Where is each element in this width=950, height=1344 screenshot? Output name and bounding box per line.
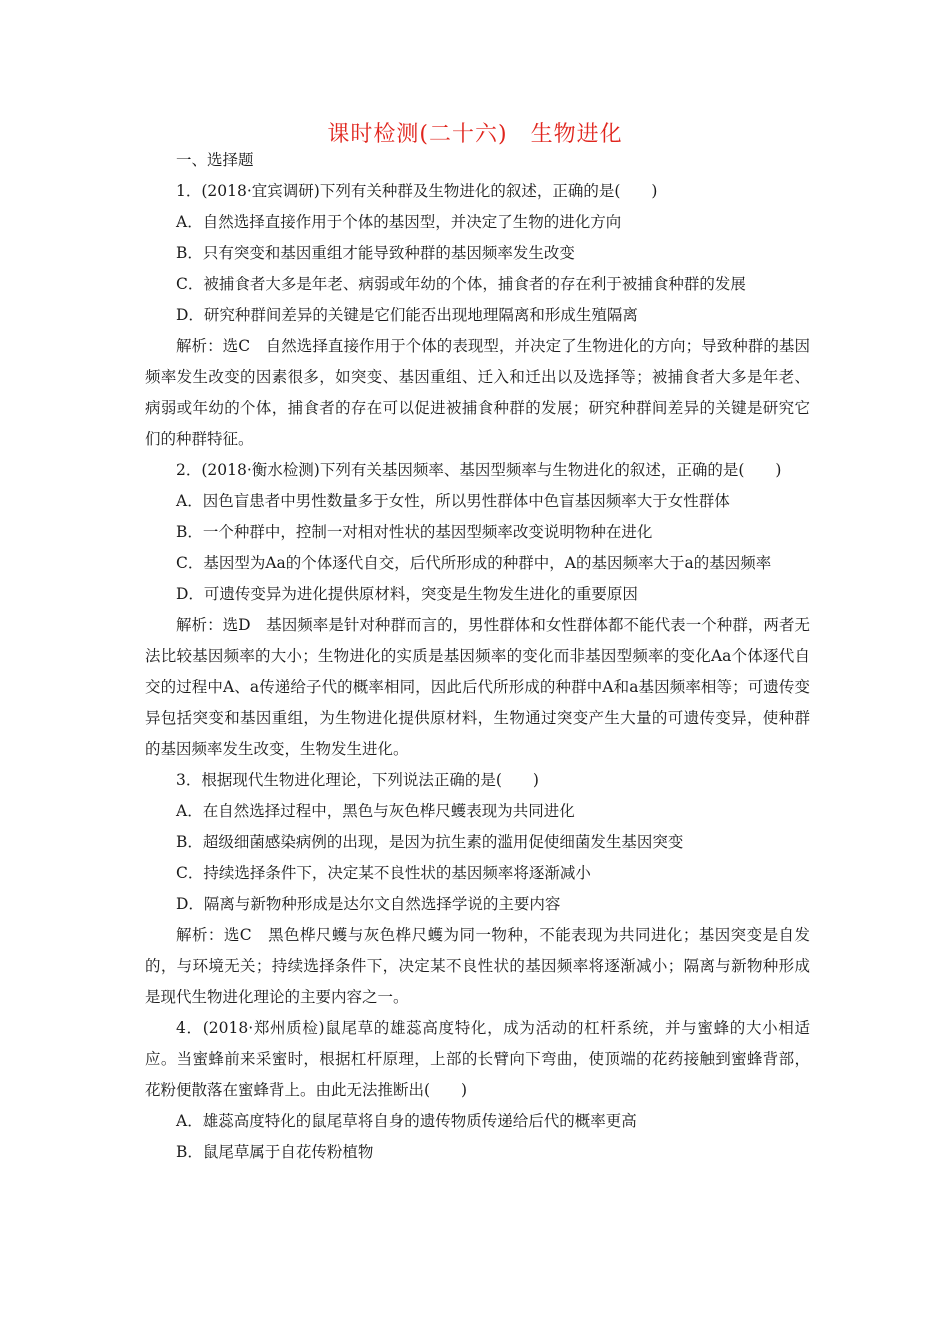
question-stem: 1．(2018·宜宾调研)下列有关种群及生物进化的叙述，正确的是( ) — [176, 182, 658, 200]
question-stem: 4．(2018·郑州质检)鼠尾草的雄蕊高度特化，成为活动的杠杆系统，并与蜜蜂的大小相适应。当蜜蜂前来采蜜时，根据杠杆原理，上部的长臂向下弯曲，使顶端的花药接触到蜜蜂背部，花粉便散落在蜜蜂背上。由此无法推断出( ) — [145, 1019, 810, 1099]
option-d: D．隔离与新物种形成是达尔文自然选择学说的主要内容 — [176, 895, 561, 913]
question-2 — [145, 455, 810, 765]
option-a: A．自然选择直接作用于个体的基因型，并决定了生物的进化方向 — [176, 213, 622, 231]
analysis: 解析：选D 基因频率是针对种群而言的，男性群体和女性群体都不能代表一个种群，两者无法比较基因频率的大小；生物进化的实质是基因频率的变化而非基因型频率的变化Aa个体逐代自交的过程中A、a传递给子代的概率相同，因此后代所形成的种群中A和a基因频率相等；可遗传变异包括突变和基因重组，为生物进化提供原材料，生物通过突变产生大量的可遗传变异，使种群的基因频率发生改变，生物发生进化。 — [145, 616, 810, 758]
option-a: A．因色盲患者中男性数量多于女性，所以男性群体中色盲基因频率大于女性群体 — [176, 492, 730, 510]
analysis: 解析：选C 自然选择直接作用于个体的表现型，并决定了生物进化的方向；导致种群的基因频率发生改变的因素很多，如突变、基因重组、迁入和迁出以及选择等；被捕食者大多是年老、病弱或年幼的个体，捕食者的存在可以促进被捕食种群的发展；研究种群间差异的关键是研究它们的种群特征。 — [145, 337, 810, 448]
document-body — [145, 145, 810, 1168]
option-a: A．在自然选择过程中，黑色与灰色桦尺蠖表现为共同进化 — [176, 802, 575, 820]
option-d: D．研究种群间差异的关键是它们能否出现地理隔离和形成生殖隔离 — [176, 306, 638, 324]
option-c: C．被捕食者大多是年老、病弱或年幼的个体，捕食者的存在利于被捕食种群的发展 — [176, 275, 746, 293]
question-4 — [145, 1013, 810, 1168]
question-1 — [145, 176, 810, 455]
option-c: C．持续选择条件下，决定某不良性状的基因频率将逐渐减小 — [176, 864, 591, 882]
option-b: B．超级细菌感染病例的出现，是因为抗生素的滥用促使细菌发生基因突变 — [176, 833, 684, 851]
option-a: A．雄蕊高度特化的鼠尾草将自身的遗传物质传递给后代的概率更高 — [176, 1112, 637, 1130]
question-3 — [145, 765, 810, 1013]
page-title: 课时检测(二十六) 生物进化 — [327, 122, 623, 147]
question-stem: 3．根据现代生物进化理论，下列说法正确的是( ) — [176, 771, 539, 789]
section-heading: 一、选择题 — [176, 151, 254, 169]
option-b: B．一个种群中，控制一对相对性状的基因型频率改变说明物种在进化 — [176, 523, 653, 541]
option-b: B．鼠尾草属于自花传粉植物 — [176, 1143, 374, 1161]
option-c: C．基因型为Aa的个体逐代自交，后代所形成的种群中，A的基因频率大于a的基因频率 — [176, 554, 772, 572]
option-b: B．只有突变和基因重组才能导致种群的基因频率发生改变 — [176, 244, 575, 262]
question-stem: 2．(2018·衡水检测)下列有关基因频率、基因型频率与生物进化的叙述，正确的是( ) — [176, 461, 782, 479]
option-d: D．可遗传变异为进化提供原材料，突变是生物发生进化的重要原因 — [176, 585, 638, 603]
analysis: 解析：选C 黑色桦尺蠖与灰色桦尺蠖为同一物种，不能表现为共同进化；基因突变是自发的，与环境无关；持续选择条件下，决定某不良性状的基因频率将逐渐减小；隔离与新物种形成是现代生物进化理论的主要内容之一。 — [145, 926, 810, 1006]
